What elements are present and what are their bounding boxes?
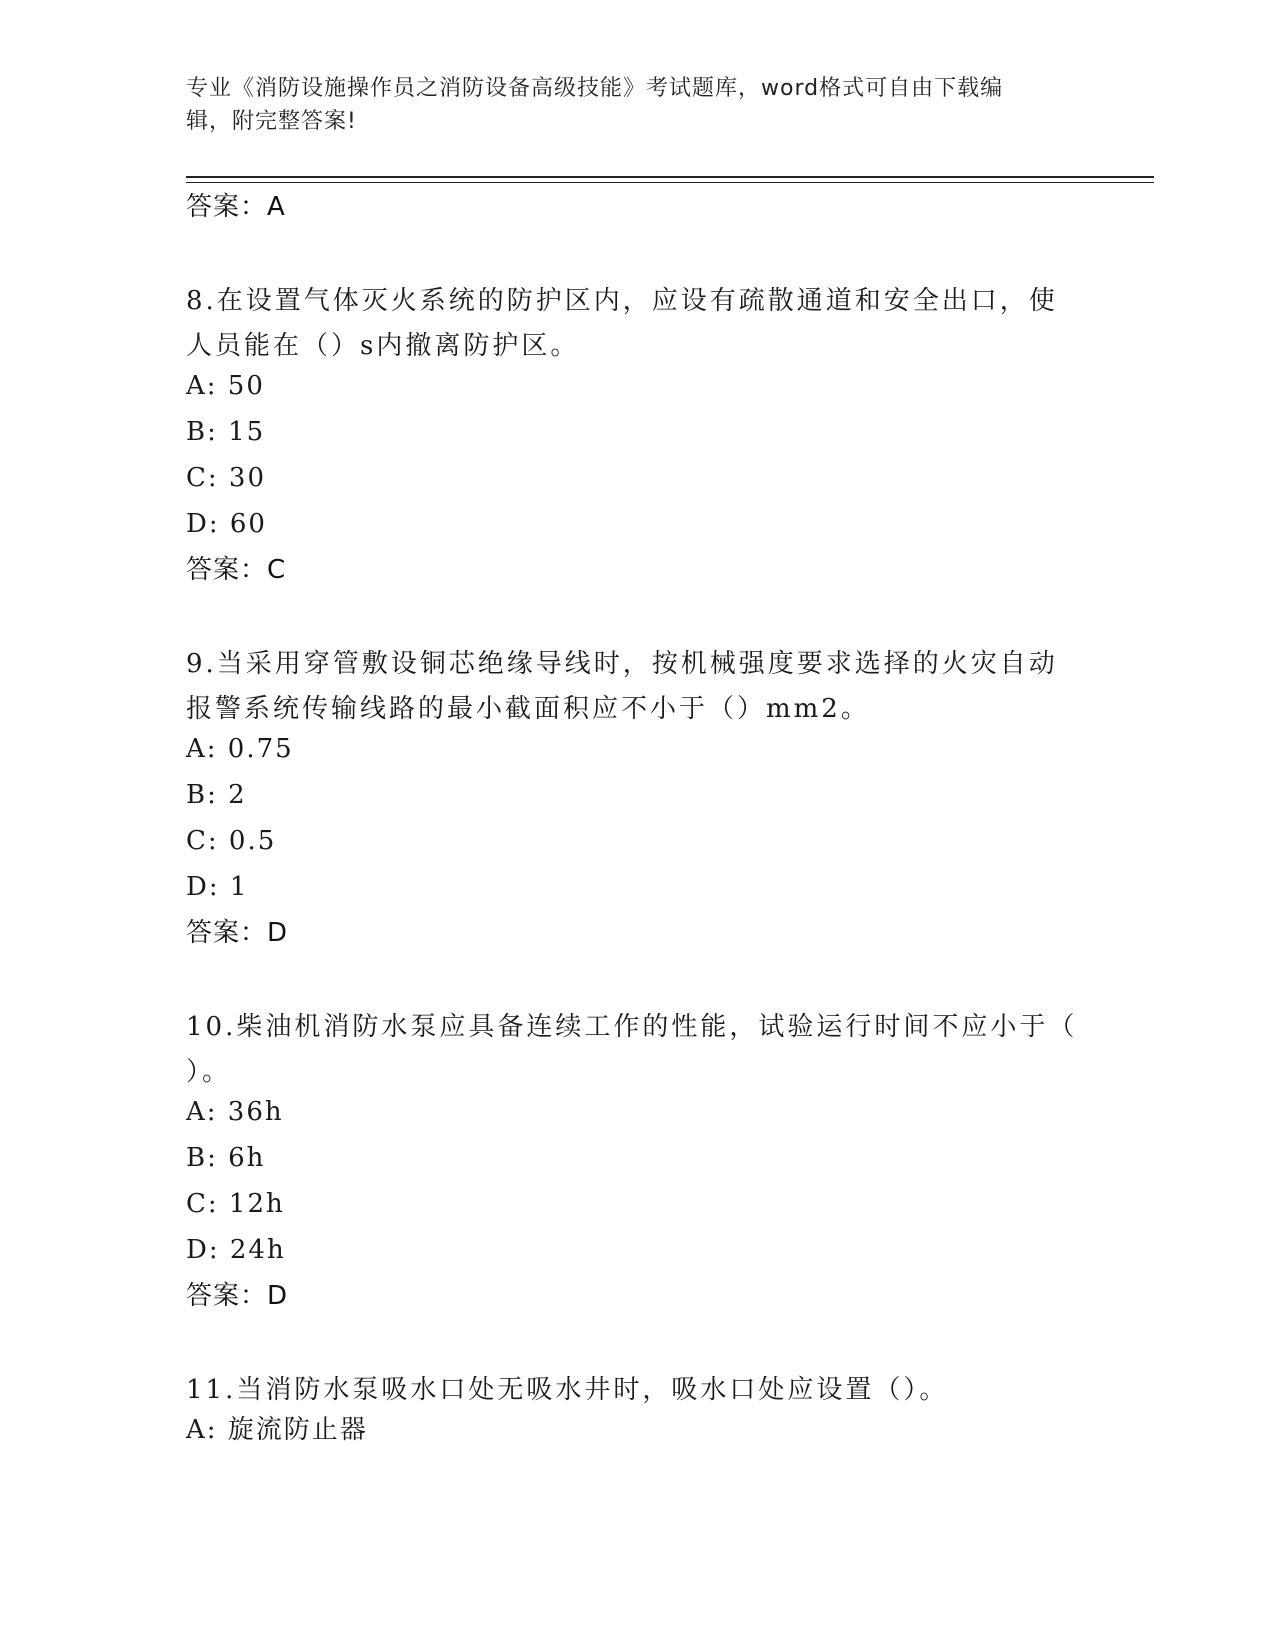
question-9 <box>186 642 1086 960</box>
option-c: C: 12h <box>186 1189 285 1219</box>
option-c: C: 30 <box>186 463 267 493</box>
option-a: A: 旋流防止器 <box>186 1415 368 1445</box>
question-line: 人员能在（）s内撤离防护区。 <box>186 331 580 361</box>
question-text <box>186 1005 1086 1095</box>
question-line: 8.在设置气体灭火系统的防护区内，应设有疏散通道和安全出口，使 <box>186 286 1058 316</box>
answer: 答案：C <box>186 555 287 585</box>
answer: 答案：D <box>186 918 289 948</box>
page-header <box>186 72 1086 138</box>
option-b: B: 15 <box>186 417 266 447</box>
header-line-2: 辑，附完整答案! <box>186 109 357 134</box>
question-11 <box>186 1368 1086 1459</box>
header-divider-thick <box>186 176 1154 178</box>
previous-answer: 答案：A <box>186 192 286 222</box>
question-line: 11.当消防水泵吸水口处无吸水井时，吸水口处应设置（）。 <box>186 1375 949 1405</box>
option-a: A: 0.75 <box>186 734 294 764</box>
question-10 <box>186 1005 1086 1323</box>
question-text <box>186 279 1086 369</box>
header-divider-thin <box>186 182 1154 183</box>
question-line: 报警系统传输线路的最小截面积应不小于（）mm2。 <box>186 694 870 724</box>
answer: 答案：D <box>186 1281 289 1311</box>
option-d: D: 60 <box>186 509 267 539</box>
option-b: B: 2 <box>186 780 247 810</box>
option-b: B: 6h <box>186 1143 266 1173</box>
question-line: ）。 <box>186 1057 232 1087</box>
question-8 <box>186 279 1086 597</box>
question-line: 10.柴油机消防水泵应具备连续工作的性能，试验运行时间不应小于（ <box>186 1012 1078 1042</box>
question-list <box>186 190 1086 1459</box>
option-d: D: 1 <box>186 872 249 902</box>
option-a: A: 36h <box>186 1097 284 1127</box>
question-line: 9.当采用穿管敷设铜芯绝缘导线时，按机械强度要求选择的火灾自动 <box>186 649 1058 679</box>
question-text <box>186 642 1086 732</box>
option-a: A: 50 <box>186 371 265 401</box>
header-line-1: 专业《消防设施操作员之消防设备高级技能》考试题库，word格式可自由下载编 <box>186 76 1004 101</box>
option-d: D: 24h <box>186 1235 286 1265</box>
question-text <box>186 1368 1086 1413</box>
option-c: C: 0.5 <box>186 826 277 856</box>
